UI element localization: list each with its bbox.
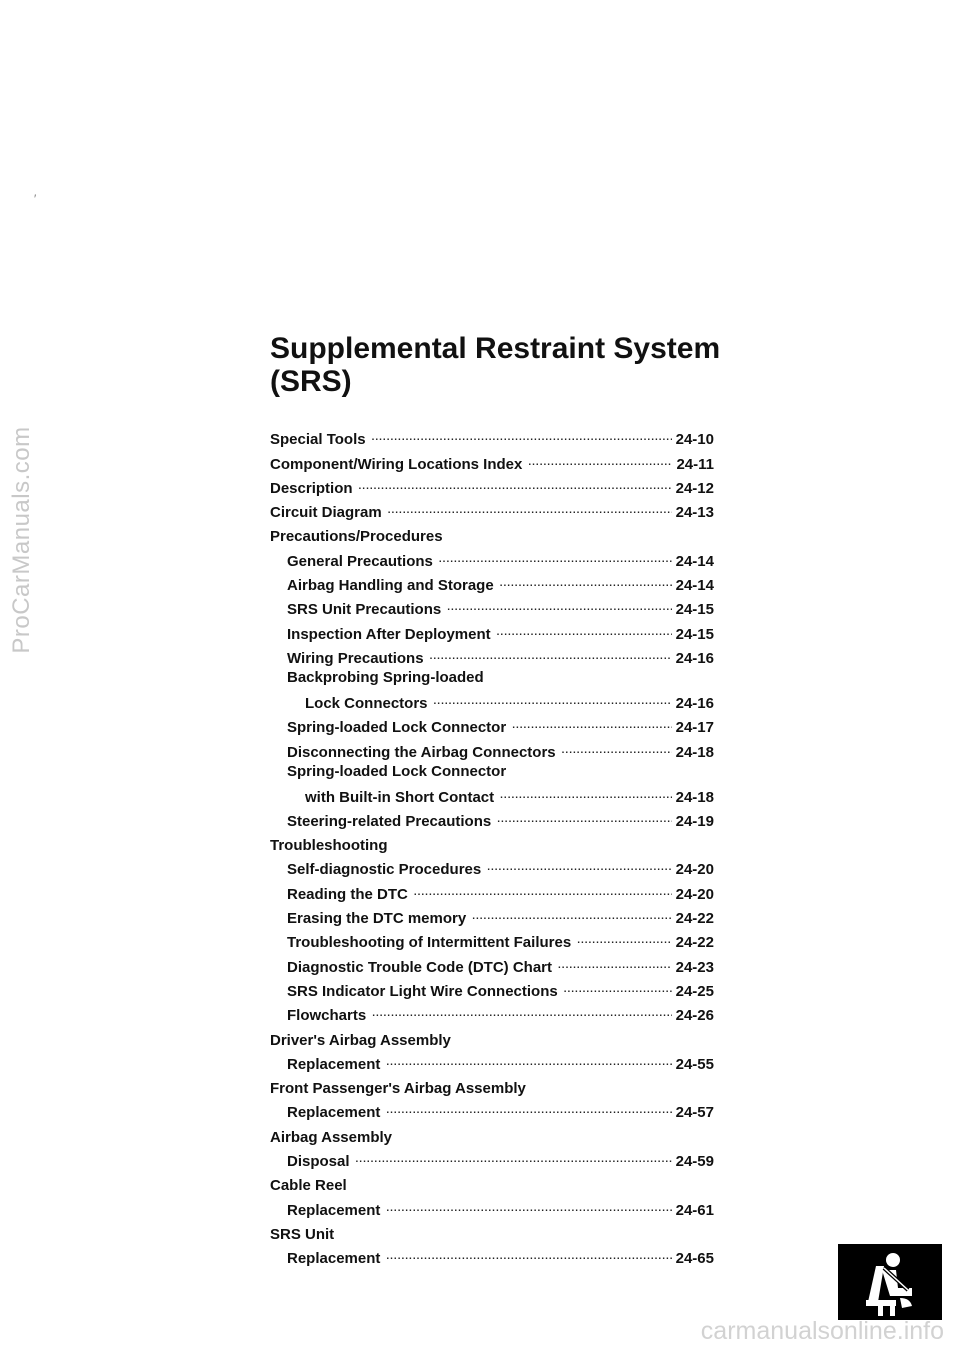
toc-section-heading: Airbag Assembly	[270, 1128, 392, 1146]
toc-entry-page: 24-12	[675, 479, 714, 497]
toc-entry[interactable]	[270, 878, 714, 902]
toc-entry-page: 24-20	[675, 861, 714, 879]
toc-section-heading: SRS Unit	[270, 1225, 335, 1243]
toc-entry[interactable]	[270, 473, 714, 497]
toc-entry-label-continued: Lock Connectors	[305, 694, 428, 712]
toc-entry-label: Disposal	[287, 1153, 350, 1171]
side-watermark-text: ProCarManuals.com	[8, 426, 35, 654]
toc-entry-page: 24-16	[675, 694, 714, 712]
dot-leader	[386, 1057, 671, 1069]
toc-entry-page: 24-18	[675, 743, 714, 761]
toc-entry-label: Spring-loaded Lock Connector	[287, 719, 507, 737]
toc-entry[interactable]	[270, 976, 714, 1000]
dot-leader	[500, 578, 672, 590]
toc-entry[interactable]	[270, 903, 714, 927]
toc-entry[interactable]	[270, 1243, 714, 1267]
toc-section-heading: Precautions/Procedures	[270, 528, 443, 546]
toc-entry-label: Diagnostic Trouble Code (DTC) Chart	[287, 958, 553, 976]
toc-entry[interactable]	[270, 424, 714, 448]
toc-entry-label: Replacement	[287, 1250, 381, 1268]
dot-leader	[577, 935, 671, 947]
seatbelt-airbag-icon-graphic	[838, 1244, 942, 1320]
dot-leader	[439, 554, 672, 566]
dot-leader	[430, 651, 672, 663]
toc-entry-page: 24-57	[675, 1104, 714, 1122]
dot-leader	[447, 602, 671, 614]
toc-entry-label: Description	[270, 479, 353, 497]
toc-entry[interactable]	[270, 951, 714, 975]
toc-entry-page: 24-10	[675, 431, 714, 449]
toc-entry[interactable]	[270, 618, 714, 642]
page-title-line2: (SRS)	[270, 365, 352, 398]
toc-entry[interactable]	[270, 1000, 714, 1024]
toc-entry[interactable]	[270, 448, 714, 472]
dot-leader	[372, 432, 672, 444]
toc-entry-label: General Precautions	[287, 552, 433, 570]
toc-entry-label: Self-diagnostic Procedures	[287, 861, 482, 879]
toc-entry-page: 24-55	[675, 1055, 714, 1073]
dot-leader	[472, 911, 671, 923]
scan-speck: ′	[34, 192, 37, 206]
dot-leader	[359, 481, 672, 493]
toc-entry-label: Flowcharts	[287, 1007, 367, 1025]
dot-leader	[512, 720, 671, 732]
toc-entry-label: Replacement	[287, 1201, 381, 1219]
dot-leader	[558, 960, 672, 972]
toc-entry-page: 24-23	[675, 958, 714, 976]
toc-entry[interactable]	[270, 712, 714, 736]
toc-entry-label: Replacement	[287, 1104, 381, 1122]
toc-entry-page: 24-17	[675, 719, 714, 737]
toc-entry-page: 24-16	[675, 649, 714, 667]
toc-entry-label: SRS Unit Precautions	[287, 601, 442, 619]
dot-leader	[414, 887, 672, 899]
toc-section-heading: Driver's Airbag Assembly	[270, 1031, 451, 1049]
toc-entry-page: 24-15	[675, 601, 714, 619]
toc-entry-page: 24-25	[675, 982, 714, 1000]
toc-entry-page: 24-20	[675, 885, 714, 903]
dot-leader	[528, 457, 672, 469]
toc-entry[interactable]	[270, 667, 714, 712]
dot-leader	[500, 790, 671, 802]
toc-entry-label-continued: with Built-in Short Contact	[305, 788, 495, 806]
toc-entry-page: 24-15	[675, 625, 714, 643]
toc-entry-label: Replacement	[287, 1055, 381, 1073]
bottom-watermark: carmanualsonline.info	[700, 1317, 944, 1345]
toc-entry[interactable]	[270, 1097, 714, 1121]
toc-entry-label: SRS Indicator Light Wire Connections	[287, 982, 558, 1000]
toc-entry-page: 24-59	[675, 1153, 714, 1171]
dot-leader	[386, 1251, 671, 1263]
dot-leader	[487, 862, 671, 874]
dot-leader	[356, 1154, 672, 1166]
toc-entry-label: Steering-related Precautions	[287, 812, 492, 830]
toc-entry-page: 24-22	[675, 910, 714, 928]
toc-entry-page: 24-14	[675, 552, 714, 570]
toc-entry[interactable]	[270, 1194, 714, 1218]
table-of-contents	[270, 424, 714, 1267]
toc-entry-label: Special Tools	[270, 431, 366, 449]
toc-entry[interactable]	[270, 643, 714, 667]
toc-entry[interactable]	[270, 545, 714, 569]
toc-entry-label: Troubleshooting of Intermittent Failures	[287, 934, 572, 952]
toc-entry[interactable]	[270, 761, 714, 806]
page-title-line1: Supplemental Restraint System	[270, 332, 721, 365]
toc-entry[interactable]	[270, 1146, 714, 1170]
dot-leader	[434, 696, 672, 708]
toc-entry-page: 24-11	[676, 455, 714, 473]
toc-entry-label: Component/Wiring Locations Index	[270, 455, 523, 473]
toc-entry-label: Spring-loaded Lock Connector	[287, 762, 507, 780]
toc-entry-label: Disconnecting the Airbag Connectors	[287, 743, 556, 761]
toc-entry-page: 24-14	[675, 577, 714, 595]
seatbelt-airbag-icon	[838, 1244, 942, 1320]
toc-entry[interactable]	[270, 736, 714, 760]
toc-entry[interactable]	[270, 1049, 714, 1073]
toc-entry-label: Erasing the DTC memory	[287, 910, 467, 928]
toc-entry-label: Circuit Diagram	[270, 504, 382, 522]
dot-leader	[497, 814, 671, 826]
page-title	[270, 332, 750, 398]
dot-leader	[562, 745, 672, 757]
toc-entry[interactable]	[270, 497, 714, 521]
toc-entry-page: 24-22	[675, 934, 714, 952]
toc-entry[interactable]	[270, 594, 714, 618]
toc-entry-label: Airbag Handling and Storage	[287, 577, 494, 595]
toc-entry[interactable]	[270, 570, 714, 594]
dot-leader	[564, 984, 672, 996]
toc-entry-page: 24-61	[675, 1201, 714, 1219]
toc-entry[interactable]	[270, 927, 714, 951]
toc-entry-page: 24-13	[675, 504, 714, 522]
toc-entry-label: Inspection After Deployment	[287, 625, 491, 643]
toc-entry-page: 24-26	[675, 1007, 714, 1025]
toc-entry-label: Backprobing Spring-loaded	[287, 668, 484, 686]
dot-leader	[497, 627, 672, 639]
dot-leader	[372, 1008, 671, 1020]
toc-entry-label: Wiring Precautions	[287, 649, 424, 667]
dot-leader	[386, 1105, 671, 1117]
toc-entry-label: Reading the DTC	[287, 885, 408, 903]
toc-entry-page: 24-18	[675, 788, 714, 806]
toc-entry-page: 24-19	[675, 812, 714, 830]
toc-section-heading: Cable Reel	[270, 1177, 347, 1195]
toc-section-heading: Troubleshooting	[270, 837, 388, 855]
toc-entry[interactable]	[270, 854, 714, 878]
toc-entry[interactable]	[270, 806, 714, 830]
toc-section-heading: Front Passenger's Airbag Assembly	[270, 1080, 526, 1098]
dot-leader	[388, 505, 672, 517]
dot-leader	[386, 1203, 671, 1215]
toc-entry-page: 24-65	[675, 1250, 714, 1268]
